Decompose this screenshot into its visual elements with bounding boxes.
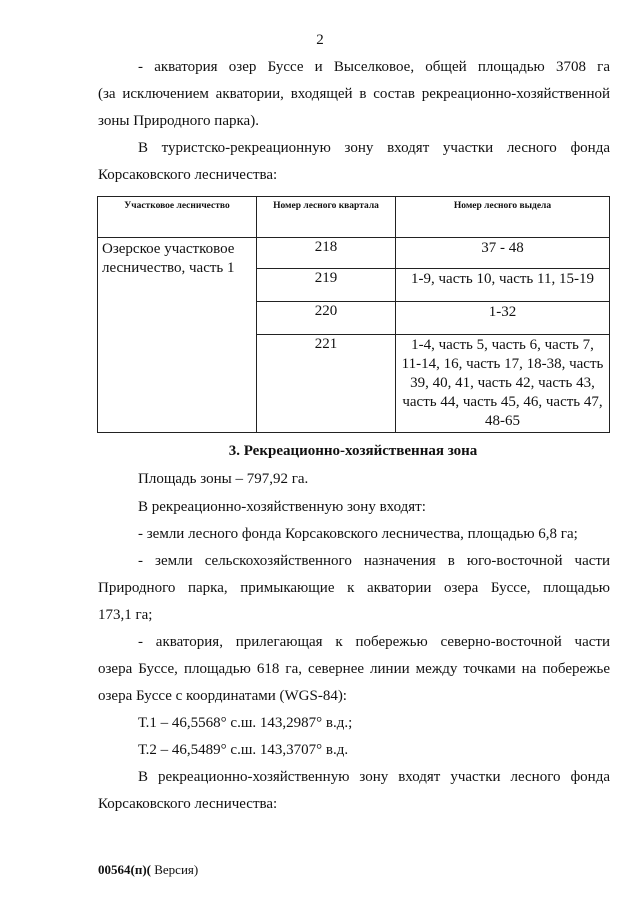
table-row xyxy=(98,238,610,269)
page-number: 2 xyxy=(316,32,324,48)
area-cell: Озерское участковое лесничество, часть 1 xyxy=(98,238,257,433)
intro-line-3: зоны Природного парка). xyxy=(98,113,259,129)
intro-line-2: (за исключением акватории, входящей в состав рекреационно-хозяйственной xyxy=(98,86,610,102)
header-quarter: Номер лесного квартала xyxy=(257,197,396,238)
plots-cell: 1-9, часть 10, часть 11, 15-19 xyxy=(396,269,610,302)
quarter-cell: 218 xyxy=(257,238,396,269)
tourist-para-line-1: В туристско-рекреационную зону входят участки лесного фонда xyxy=(138,140,610,156)
header-area: Участковое лесничество xyxy=(98,197,257,238)
plots-cell: 37 - 48 xyxy=(396,238,610,269)
footer-version: Версия) xyxy=(150,862,199,877)
final-para-line-2: Корсаковского лесничества: xyxy=(98,796,278,812)
coord-point-2: Т.2 – 46,5489° с.ш. 143,3707° в.д. xyxy=(138,742,349,758)
item-water-line-2: озера Буссе, площадью 618 га, севернее линии между точками на побережье xyxy=(98,661,610,677)
item-forest-land: - земли лесного фонда Корсаковского лесничества, площадью 6,8 га; xyxy=(138,526,578,542)
section-title: 3. Рекреационно-хозяйственная зона xyxy=(228,443,478,459)
plots-cell: 1-32 xyxy=(396,302,610,335)
zone-includes-line: В рекреационно-хозяйственную зону входят: xyxy=(138,499,426,515)
coord-point-1: Т.1 – 46,5568° с.ш. 143,2987° в.д.; xyxy=(138,715,353,731)
intro-line-1: - акватория озер Буссе и Выселковое, общей площадью 3708 га xyxy=(138,59,610,75)
forest-plots-table xyxy=(97,196,610,433)
item-agri-line-3: 173,1 га; xyxy=(98,607,153,623)
plots-cell: 1-4, часть 5, часть 6, часть 7, 11-14, 16, часть 17, 18-38, часть 39, 40, 41, часть 42, часть 43, часть 44, часть 45, 46, часть 47, 48-65 xyxy=(396,335,610,433)
document-footer xyxy=(98,862,198,878)
quarter-cell: 221 xyxy=(257,335,396,433)
tourist-para-line-2: Корсаковского лесничества: xyxy=(98,167,278,183)
item-agri-line-2: Природного парка, примыкающие к акватории озера Буссе, площадью xyxy=(98,580,610,596)
final-para-line-1: В рекреационно-хозяйственную зону входят участки лесного фонда xyxy=(138,769,610,785)
item-water-line-1: - акватория, прилегающая к побережью северно-восточной части xyxy=(138,634,610,650)
quarter-cell: 220 xyxy=(257,302,396,335)
quarter-cell: 219 xyxy=(257,269,396,302)
footer-code: 00564(п)( xyxy=(98,862,151,877)
header-plots: Номер лесного выдела xyxy=(396,197,610,238)
item-agri-line-1: - земли сельскохозяйственного назначения в юго-восточной части xyxy=(138,553,610,569)
item-water-line-3: озера Буссе с координатами (WGS-84): xyxy=(98,688,347,704)
zone-area-line: Площадь зоны – 797,92 га. xyxy=(138,471,309,487)
